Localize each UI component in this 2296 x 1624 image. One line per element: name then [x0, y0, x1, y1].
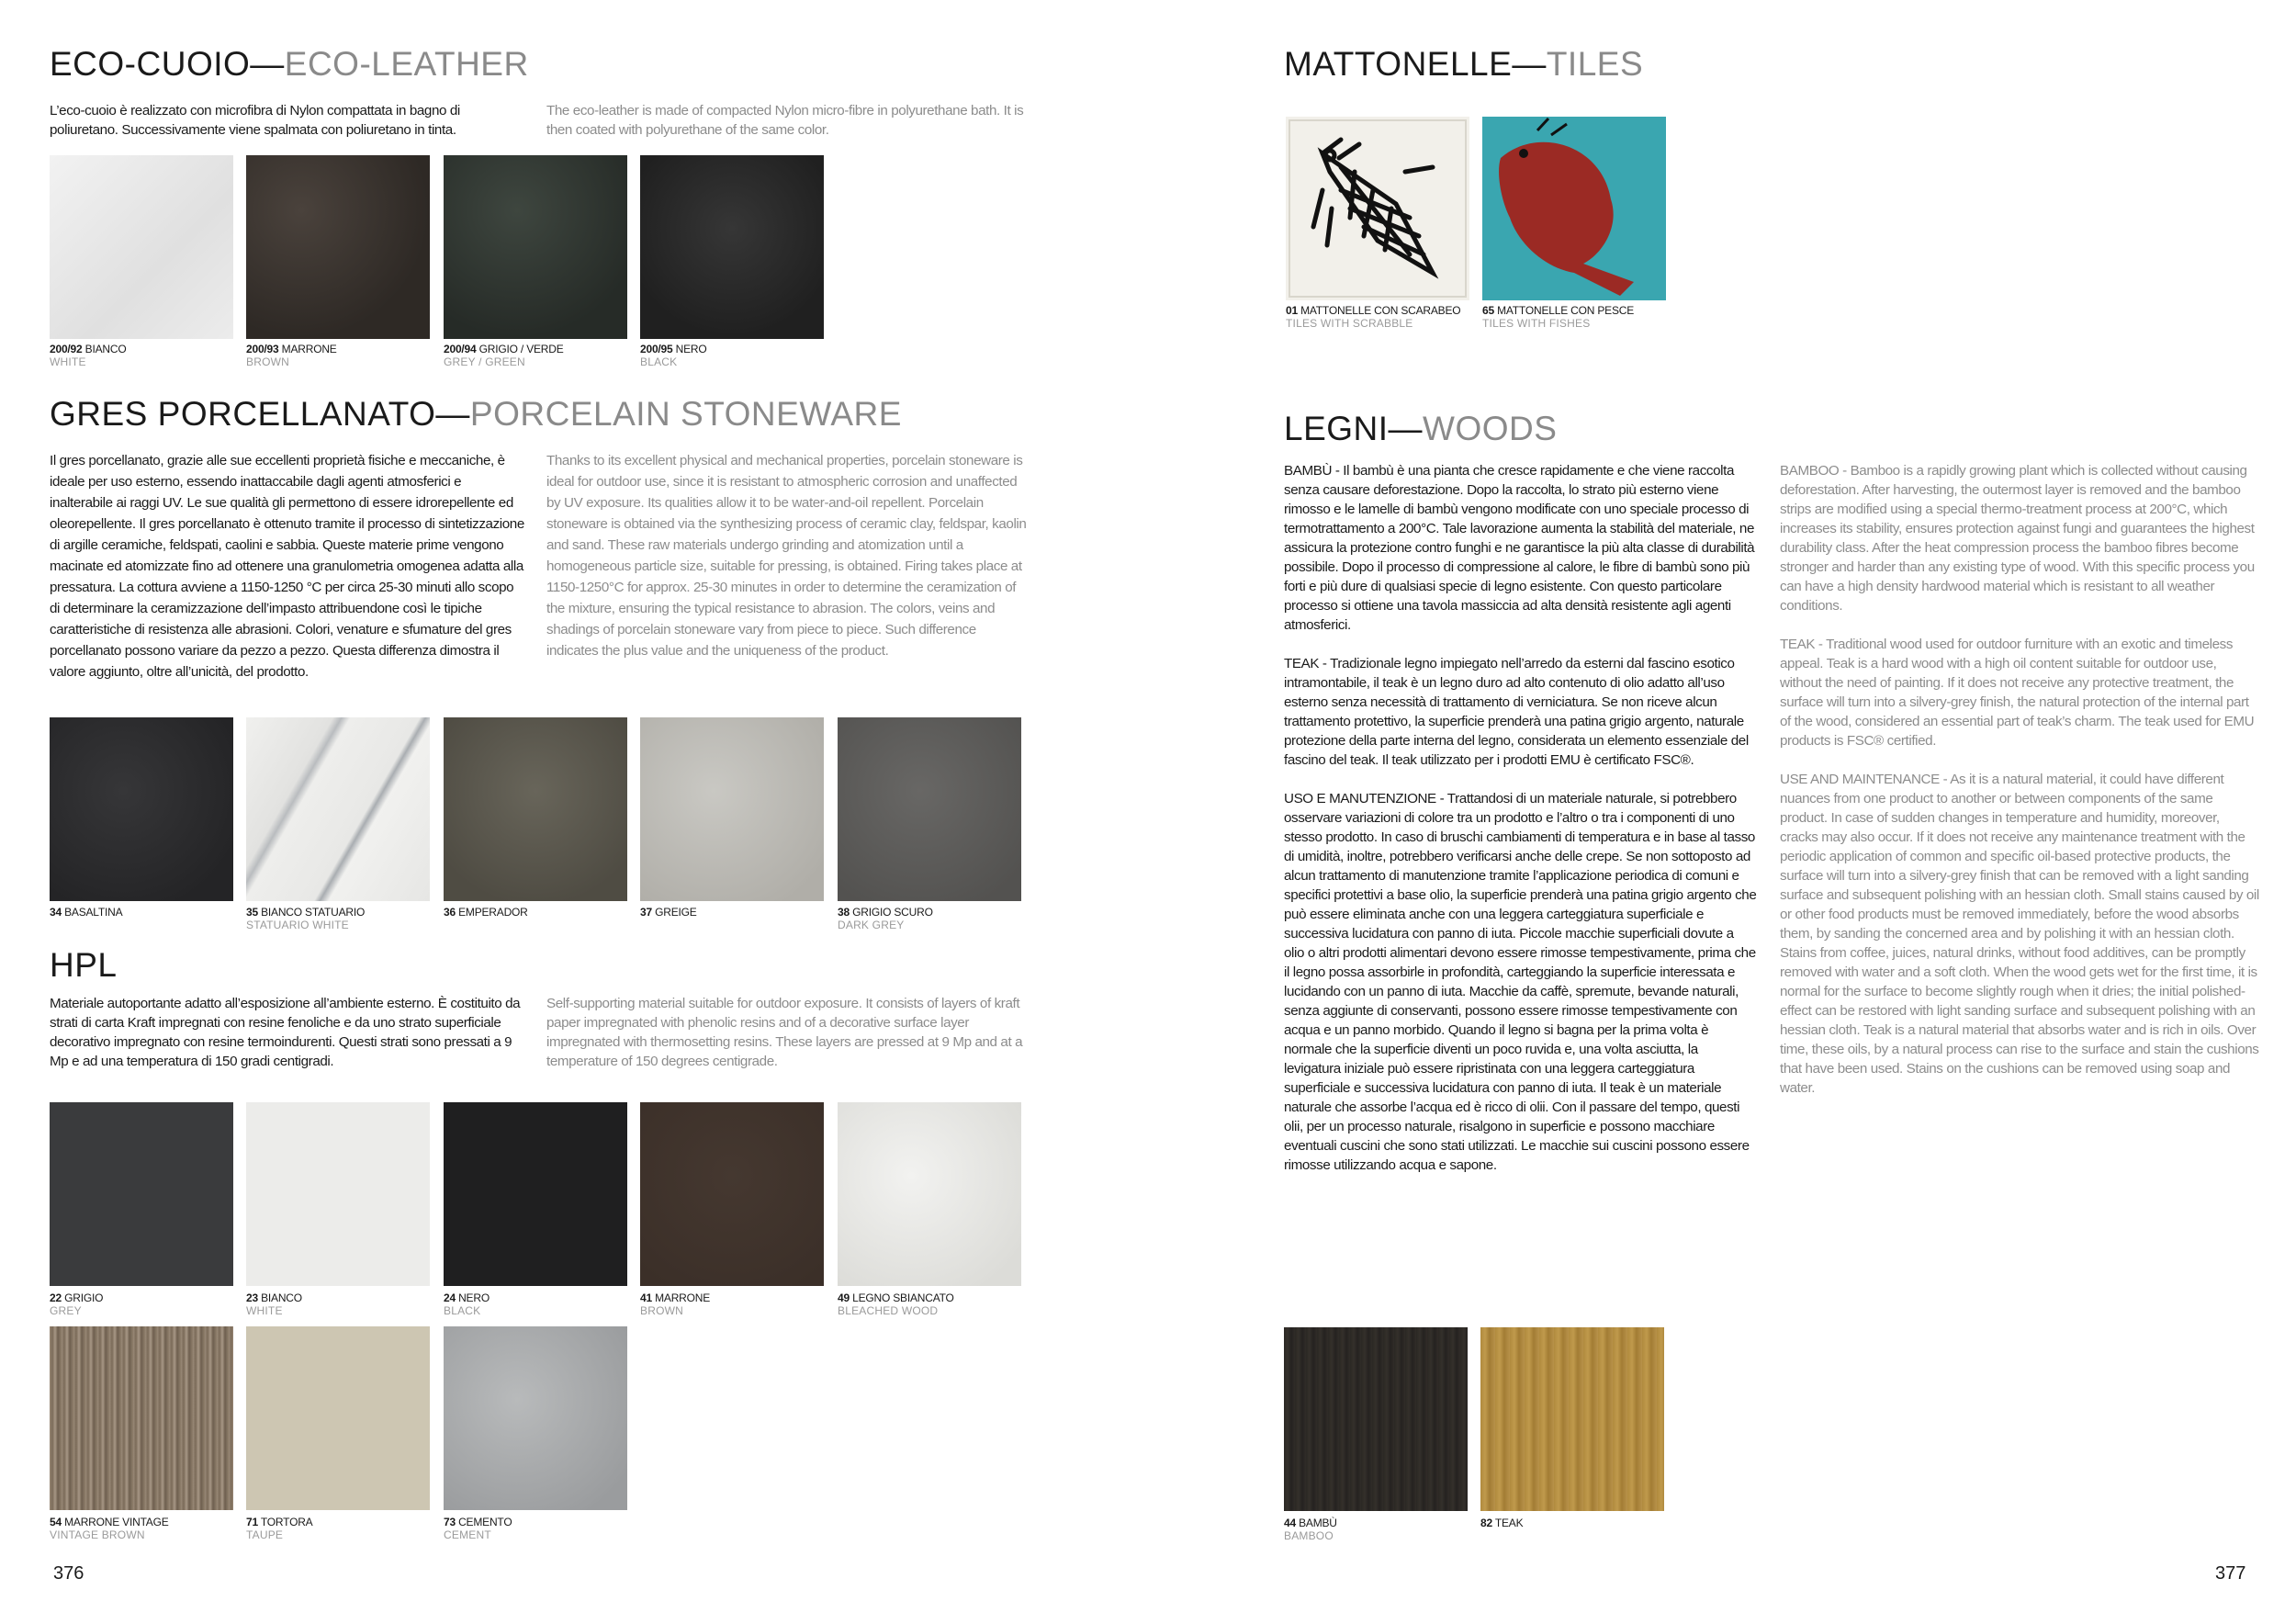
woods-it-teak: TEAK - Tradizionale legno impiegato nell’arredo da esterni dal fascino esotico intramontabile, il teak è un legno duro ad alto contenuto di olio adatto all’uso esterno senza necessità di trattamento di verniciatura. Se non riceve alcun trattamento protettivo, la superficie prenderà una patina grigio argento, naturale protezione della parte interna del legno, considerata un elemento essenziale del fascino del teak. Il teak utilizzato per i prodotti EMU è certificato FSC®. — [1284, 656, 1749, 768]
scarab-drawing-icon — [1286, 117, 1469, 300]
caption-hpl-marrone: 41 MARRONE BROWN — [640, 1291, 711, 1317]
woods-text-en — [1780, 461, 2259, 1117]
swatch-gres-bianco-statuario[interactable] — [246, 717, 430, 901]
swatch-hpl-legno-sbiancato[interactable] — [838, 1102, 1021, 1286]
caption-tile-pesce: 65 MATTONELLE CON PESCE TILES WITH FISHES — [1482, 304, 1635, 330]
woods-heading — [1284, 411, 1557, 447]
woods-en-bamboo: BAMBOO - Bamboo is a rapidly growing plant which is collected without causing deforestation. After harvesting, the outermost layer is removed and the bamboo strips are modified using a special thermo-treatment process at 200°C, which increases its stability, ensures protection against fungi and guarantees the highest durability class. After the heat compression process the bamboo fibres become stronger and harder than any existing type of wood. With this specific process you can have a high density hardwood material which is resistant to all weather conditions. — [1780, 463, 2255, 614]
swatch-hpl-marrone-vintage[interactable] — [50, 1326, 233, 1510]
caption-tile-scarabeo: 01 MATTONELLE CON SCARABEO TILES WITH SCRABBLE — [1286, 304, 1461, 330]
hpl-text-en: Self-supporting material suitable for outdoor exposure. It consists of layers of kraft paper impregnated with phenolic resins and of a decorative surface layer impregnated with thermosetting resins. These layers are pressed at 9 Mp and at a temperature of 150 degrees centigrade. — [546, 996, 1023, 1069]
caption-gres-greige: 37 GREIGE — [640, 906, 697, 919]
woods-en-teak: TEAK - Traditional wood used for outdoor furniture with an exotic and timeless appeal. Teak is a hard wood with a high oil content suitable for outdoor use, without the need of painting. If it does not receive any protective treatment, the surface will turn into a silvery-grey finish, the natural protection of the internal part of the wood, considered an essential part of teak’s charm. The teak used for EMU products is FSC® certified. — [1780, 637, 2255, 749]
hpl-text-it: Materiale autoportante adatto all’esposizione all’ambiente esterno. È costituito da strati di carta Kraft impregnati con resine fenoliche e da uno strato superficiale decorativo impregnato con resine termoindurenti. Questi strati sono pressati a 9 Mp e ad una temperatura di 150 gradi centigradi. — [50, 996, 521, 1069]
woods-title-it: LEGNI — [1284, 410, 1389, 447]
stoneware-heading — [50, 396, 902, 433]
eco-title-it: ECO-CUOIO — [50, 45, 251, 83]
caption-gres-grigio-scuro: 38 GRIGIO SCURO DARK GREY — [838, 906, 933, 931]
swatch-hpl-marrone[interactable] — [640, 1102, 824, 1286]
hpl-heading — [50, 947, 117, 984]
swatch-hpl-grigio[interactable] — [50, 1102, 233, 1286]
gres-title-it: GRES PORCELLANATO — [50, 395, 436, 433]
caption-hpl-legno-sbiancato: 49 LEGNO SBIANCATO BLEACHED WOOD — [838, 1291, 954, 1317]
caption-wood-bambu: 44 BAMBÙ BAMBOO — [1284, 1517, 1337, 1542]
page-number-right: 377 — [2215, 1563, 2246, 1584]
swatch-gres-grigio-scuro[interactable] — [838, 717, 1021, 901]
caption-eco-marrone: 200/93 MARRONE BROWN — [246, 343, 337, 368]
gres-title-dash: — — [435, 395, 470, 433]
swatch-hpl-cemento[interactable] — [444, 1326, 627, 1510]
swatch-eco-marrone[interactable] — [246, 155, 430, 339]
caption-eco-bianco: 200/92 BIANCO WHITE — [50, 343, 127, 368]
eco-leather-heading — [50, 46, 529, 83]
woods-it-bamboo: BAMBÙ - Il bambù è una pianta che cresce rapidamente e che viene raccolta senza causare deforestazione. Dopo la raccolta, lo strato più esterno viene rimosso e le lamelle di bambù vengono modificate con uno speciale processo di termotrattamento a 200°C. Tale lavorazione aumenta la stabilità del materiale, ne assicura la protezione contro funghi e ne garantisce la più alta classe di durabilità possibile. Dopo il processo di compressione al calore, le fibre di bambù sono più forti e più dure di qualsiasi specie di legno esistente. Con questo particolare processo si ottiene una tavola massiccia ad alta densità resistente agli agenti atmosferici. — [1284, 463, 1755, 633]
hpl-title-it: HPL — [50, 946, 118, 984]
caption-hpl-tortora: 71 TORTORA TAUPE — [246, 1516, 313, 1541]
gres-text-en: Thanks to its excellent physical and mechanical properties, porcelain stoneware is ideal for outdoor use, since it is resistant to atmospheric corrosion and unaffected by UV exposure. Its qualities allow it to be water-and-oil repellent. Porcelain stoneware is obtained via the synthesizing process of ceramic clay, feldspar, kaolin and sand. These raw materials undergo grinding and atomization until a homogeneous particle size, suitable for pressing, is obtained. Firing takes place at 1150-1250°C for approx. 25-30 minutes in order to determine the ceramization of the mixture, ensuring the typical resistance to abrasion. The colors, veins and shadings of porcelain stoneware vary from piece to piece. Such difference indicates the plus value and the uniqueness of the product. — [546, 453, 1027, 659]
woods-text-it — [1284, 461, 1757, 1194]
swatch-eco-bianco[interactable] — [50, 155, 233, 339]
caption-wood-teak: 82 TEAK — [1480, 1517, 1524, 1529]
caption-hpl-cemento: 73 CEMENTO CEMENT — [444, 1516, 512, 1541]
swatch-wood-teak[interactable] — [1480, 1327, 1664, 1511]
caption-gres-emperador: 36 EMPERADOR — [444, 906, 528, 919]
eco-title-dash: — — [250, 45, 285, 83]
swatch-tile-scarabeo[interactable] — [1286, 117, 1469, 300]
swatch-wood-bambu[interactable] — [1284, 1327, 1468, 1511]
caption-eco-nero: 200/95 NERO BLACK — [640, 343, 707, 368]
tiles-title-en: TILES — [1546, 45, 1644, 83]
swatch-eco-nero[interactable] — [640, 155, 824, 339]
swatch-hpl-tortora[interactable] — [246, 1326, 430, 1510]
swatch-hpl-bianco[interactable] — [246, 1102, 430, 1286]
page-number-left: 376 — [53, 1563, 84, 1584]
woods-it-maintenance: USO E MANUTENZIONE - Trattandosi di un materiale naturale, si potrebbero osservare variazioni di colore tra un prodotto e l’altro o tra i componenti di uno stesso prodotto. In caso di bruschi cambiamenti di temperatura e in base al tasso di umidità, inoltre, potrebbero verificarsi anche delle crepe. Se non sottoposto ad alcun trattamento di manutenzione tramite l’applicazione periodica di comuni e specifici protettivi a base olio, la superficie prenderà una patina grigio argento che può essere eliminata anche con una leggera carteggiatura superficiale e successiva lucidatura con panno di iuta. Piccole macchie superficiali dovute a olio o altri prodotti alimentari devono essere rimosse tempestivamente, prima che il legno possa assorbirle in profondità, carteggiando la superficie interessata e lucidando con un panno di iuta. Macchie da caffè, spremute, bevande naturali, senza aggiunte di conservanti, possono essere rimosse tempestivamente con acqua e un panno morbido. Quando il legno si bagna per la prima volta è normale che la superficie diventi un poco ruvida e, una volta asciutta, la levigatura iniziale può essere ripristinata con una leggera carteggiatura superficiale e successiva lucidatura con panno di iuta. Il teak è un materiale naturale che assorbe l’acqua ed è ricco di olii. Con il passare del tempo, questi olii, per un processo naturale, risalgono in superficie e possono macchiare eventuali cuscini che sono stati utilizzati. Le macchie sui cuscini possono essere rimosse utilizzando acqua e sapone. — [1284, 791, 1757, 1173]
eco-text-en: The eco-leather is made of compacted Nylon micro-fibre in polyurethane bath. It is then coated with polyurethane of the same color. — [546, 103, 1024, 138]
swatch-eco-grigio-verde[interactable] — [444, 155, 627, 339]
eco-text-it: L’eco-cuoio è realizzato con microfibra di Nylon compattata in bagno di poliuretano. Successivamente viene spalmata con poliuretano in tinta. — [50, 103, 460, 138]
tiles-heading — [1284, 46, 1643, 83]
woods-en-maintenance: USE AND MAINTENANCE - As it is a natural material, it could have different nuances from one product to another or between components of the same product. In case of sudden changes in temperature and humidity, moreover, cracks may also occur. If it does not receive any maintenance treatment with the periodic application of common and specific oil-based protective products, the surface will turn into a silvery-grey finish that can be removed with a light sanding surface and subsequent polishing with an hessian cloth. Small stains caused by oil or other food products must be removed immediately, before the wood absorbs them, by sanding the concerned area and by polishing it with an hessian cloth. Stains from coffee, juices, natural drinks, without food additives, can be promptly removed with water and a soft cloth. When the wood gets wet for the first time, it is normal for the surface to become slightly rough when it dries; the initial polished-effect can be restored with light sanding surface and subsequent polishing with an hessian cloth. Teak is a natural material that absorbs water and is rich in oils. Over time, these oils, by a natural process can rise to the surface and stain the cushions that have been used. Stains on the cushions can be removed using soap and water. — [1780, 772, 2259, 1096]
caption-eco-grigio-verde: 200/94 GRIGIO / VERDE GREY / GREEN — [444, 343, 564, 368]
eco-title-en: ECO-LEATHER — [284, 45, 529, 83]
woods-title-dash: — — [1388, 410, 1424, 447]
caption-gres-basaltina: 34 BASALTINA — [50, 906, 123, 919]
swatch-gres-greige[interactable] — [640, 717, 824, 901]
caption-hpl-grigio: 22 GRIGIO GREY — [50, 1291, 104, 1317]
caption-hpl-marrone-vintage: 54 MARRONE VINTAGE VINTAGE BROWN — [50, 1516, 169, 1541]
swatch-hpl-nero[interactable] — [444, 1102, 627, 1286]
swatch-gres-emperador[interactable] — [444, 717, 627, 901]
gres-text-it: Il gres porcellanato, grazie alle sue eccellenti proprietà fisiche e meccaniche, è ideale per uso esterno, essendo inattaccabile dagli agenti atmosferici e inalterabile ai raggi UV. Le sue qualità gli permettono di essere idrorepellente ed oleorepellente. Il gres porcellanato è ottenuto tramite il processo di sintetizzazione di argille ceramiche, feldspati, caolini e sabbia. Queste materie prime vengono macinate ed atomizzate fino ad ottenere una granulometria omogenea adatta alla pressatura. La cottura avviene a 1150-1250 °C per circa 25-30 minuti allo scopo di determinare la ceramizzazione dell’impasto attribuendone così le tipiche caratteristiche di resistenza alle abrasioni. Colori, venature e sfumature del gres porcellanato possono variare da pezzo a pezzo. Questa differenza dimostra il valore aggiunto, oltre all’unicità, del prodotto. — [50, 453, 524, 680]
caption-hpl-nero: 24 NERO BLACK — [444, 1291, 490, 1317]
tiles-title-it: MATTONELLE — [1284, 45, 1513, 83]
caption-hpl-bianco: 23 BIANCO WHITE — [246, 1291, 302, 1317]
swatch-tile-pesce[interactable] — [1482, 117, 1666, 300]
gres-title-en: PORCELAIN STONEWARE — [469, 395, 902, 433]
caption-gres-bianco-statuario: 35 BIANCO STATUARIO STATUARIO WHITE — [246, 906, 366, 931]
swatch-gres-basaltina[interactable] — [50, 717, 233, 901]
tiles-title-dash: — — [1512, 45, 1547, 83]
fish-drawing-icon — [1482, 117, 1666, 300]
woods-title-en: WOODS — [1423, 410, 1558, 447]
